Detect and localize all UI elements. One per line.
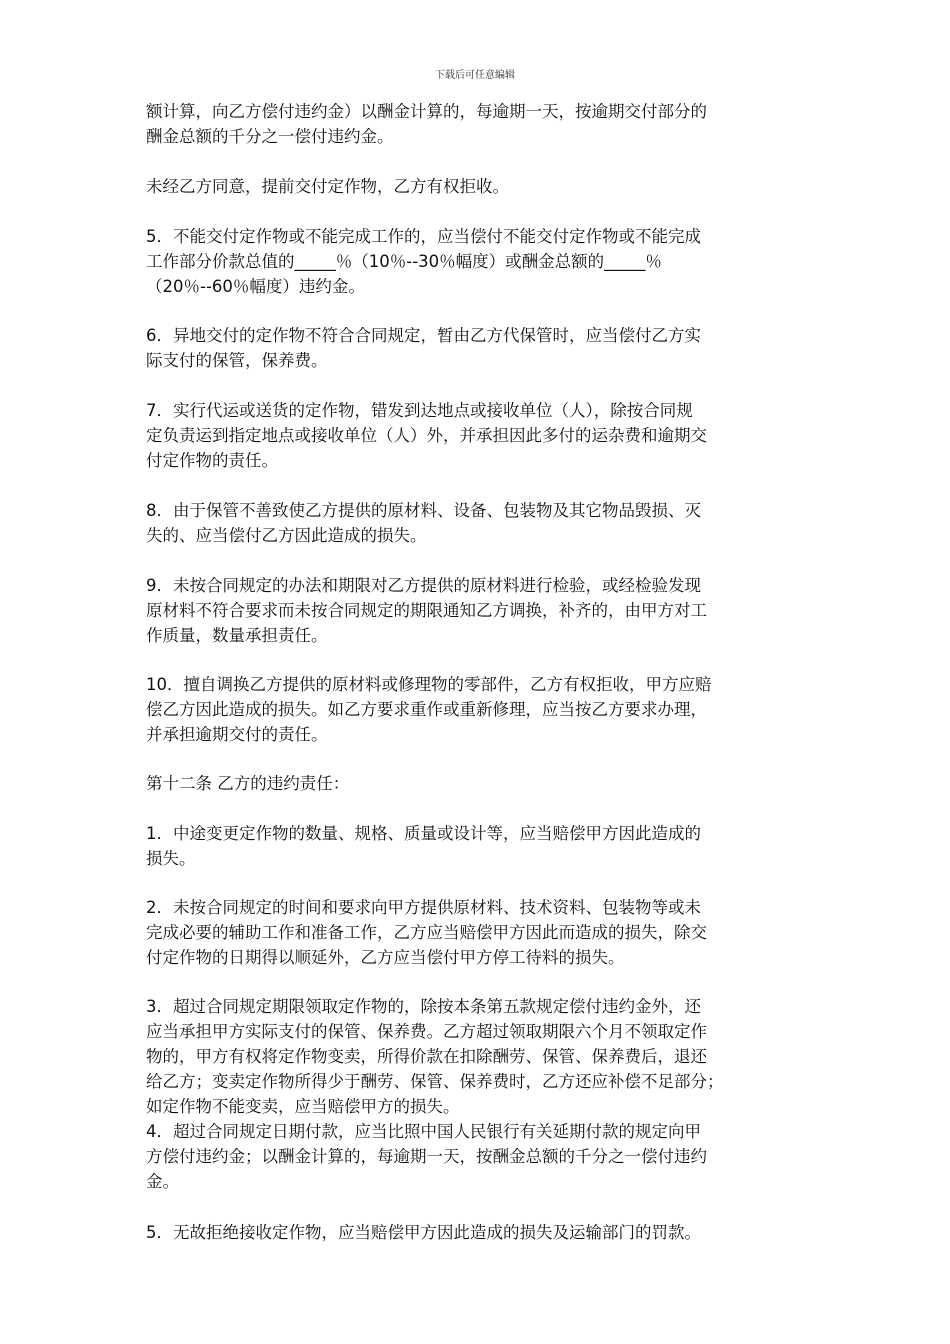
paragraph-5 xyxy=(146,398,816,473)
paragraph-8 xyxy=(146,672,816,747)
paragraph-3 xyxy=(146,224,816,299)
text-line: 物的，甲方有权将定作物变卖，所得价款在扣除酬劳、保管、保养费后，退还 xyxy=(146,1047,707,1066)
text-line: 并承担逾期交付的责任。 xyxy=(146,725,328,744)
text-line: 工作部分价款总值的_____％（10％--30％幅度）或酬金总额的_____％ xyxy=(146,252,662,271)
text-line: 4．超过合同规定日期付款，应当比照中国人民银行有关延期付款的规定向甲 xyxy=(146,1122,701,1141)
paragraph-7 xyxy=(146,573,816,648)
text-line: 2．未按合同规定的时间和要求向甲方提供原材料、技术资料、包装物等或未 xyxy=(146,898,701,917)
text-line: 5．无故拒绝接收定作物，应当赔偿甲方因此造成的损失及运输部门的罚款。 xyxy=(146,1223,701,1242)
text-line: 完成必要的辅助工作和准备工作，乙方应当赔偿甲方因此而造成的损失，除交 xyxy=(146,923,707,942)
text-line: 金。 xyxy=(146,1172,179,1191)
text-line: 5．不能交付定作物或不能完成工作的，应当偿付不能交付定作物或不能完成 xyxy=(146,227,701,246)
text-line: 7．实行代运或送货的定作物，错发到达地点或接收单位（人），除按合同规 xyxy=(146,401,693,420)
text-line: 原材料不符合要求而未按合同规定的期限通知乙方调换，补齐的，由甲方对工 xyxy=(146,601,707,620)
text-line: 损失。 xyxy=(146,849,196,868)
text-line: 8．由于保管不善致使乙方提供的原材料、设备、包装物及其它物品毁损、灭 xyxy=(146,501,701,520)
text-line: 作质量，数量承担责任。 xyxy=(146,626,328,645)
text-line: 第十二条 乙方的违约责任： xyxy=(146,774,350,793)
page-header: 下载后可任意编辑 xyxy=(435,70,515,81)
paragraph-11 xyxy=(146,994,816,1194)
text-line: 失的、应当偿付乙方因此造成的损失。 xyxy=(146,526,427,545)
paragraph-4 xyxy=(146,323,816,373)
text-line: 应当承担甲方实际支付的保管、保养费。乙方超过领取期限六个月不领取定作 xyxy=(146,1022,707,1041)
text-line: （20％--60％幅度）违约金。 xyxy=(146,277,365,296)
text-line: 3．超过合同规定期限领取定作物的，除按本条第五款规定偿付违约金外，还 xyxy=(146,997,701,1016)
text-line: 给乙方；变卖定作物所得少于酬劳、保管、保养费时，乙方还应补偿不足部分； xyxy=(146,1072,724,1091)
text-line: 额计算，向乙方偿付违约金）以酬金计算的，每逾期一天，按逾期交付部分的 xyxy=(146,102,707,121)
paragraph-1 xyxy=(146,99,816,149)
paragraph-9 xyxy=(146,821,816,871)
paragraph-10 xyxy=(146,895,816,970)
section-heading xyxy=(146,771,816,796)
text-line: 方偿付违约金；以酬金计算的，每逾期一天，按酬金总额的千分之一偿付违约 xyxy=(146,1147,707,1166)
paragraph-12 xyxy=(146,1220,816,1245)
text-line: 付定作物的责任。 xyxy=(146,451,278,470)
text-line: 偿乙方因此造成的损失。如乙方要求重作或重新修理，应当按乙方要求办理， xyxy=(146,700,707,719)
text-line: 1．中途变更定作物的数量、规格、质量或设计等，应当赔偿甲方因此造成的 xyxy=(146,824,701,843)
text-line: 6．异地交付的定作物不符合合同规定，暂由乙方代保管时，应当偿付乙方实 xyxy=(146,326,701,345)
text-line: 际支付的保管，保养费。 xyxy=(146,351,328,370)
text-line: 如定作物不能变卖，应当赔偿甲方的损失。 xyxy=(146,1097,460,1116)
text-line: 定负责运到指定地点或接收单位（人）外，并承担因此多付的运杂费和逾期交 xyxy=(146,426,707,445)
text-line: 10．擅自调换乙方提供的原材料或修理物的零部件，乙方有权拒收，甲方应赔 xyxy=(146,675,712,694)
text-line: 酬金总额的千分之一偿付违约金。 xyxy=(146,127,394,146)
text-line: 9．未按合同规定的办法和期限对乙方提供的原材料进行检验，或经检验发现 xyxy=(146,576,701,595)
text-line: 未经乙方同意，提前交付定作物，乙方有权拒收。 xyxy=(146,177,509,196)
paragraph-2 xyxy=(146,174,816,199)
text-line: 付定作物的日期得以顺延外，乙方应当偿付甲方停工待料的损失。 xyxy=(146,948,625,967)
paragraph-6 xyxy=(146,498,816,548)
